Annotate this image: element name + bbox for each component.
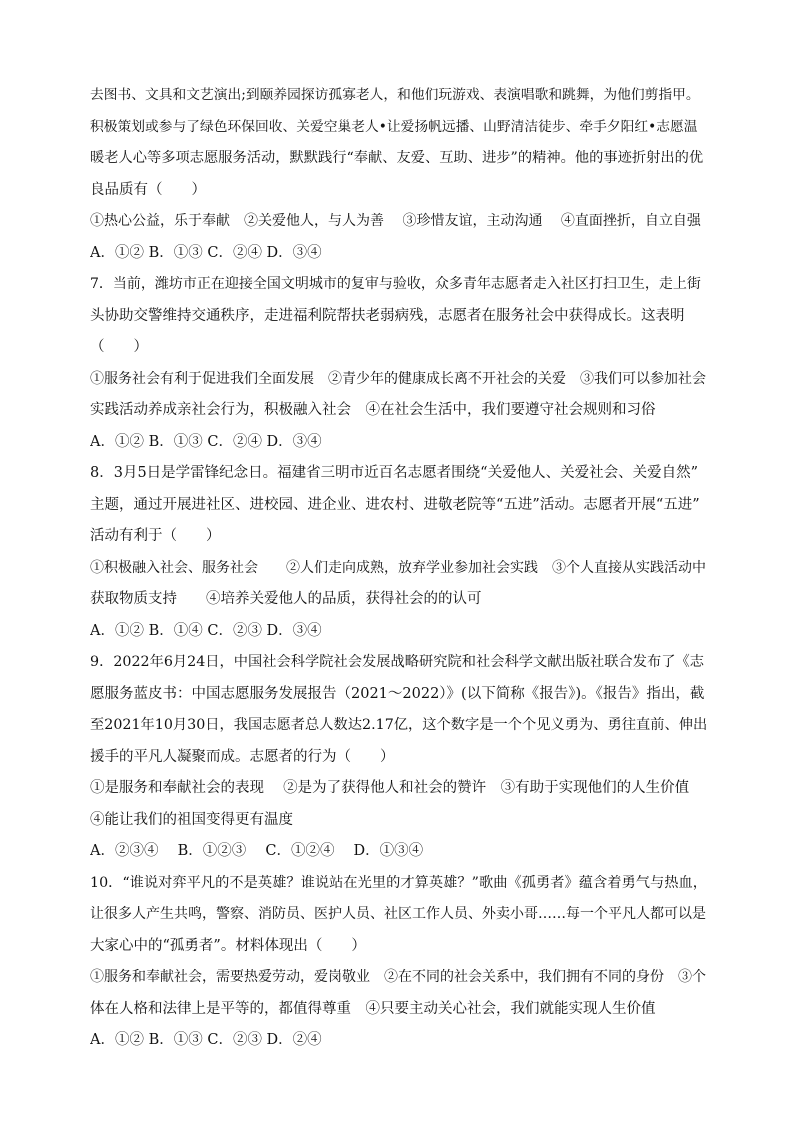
text-line: 积极策划或参与了绿色环保回收、关爱空巢老人•让爱扬帆远播、山野清洁徒步、牵手夕阳红•志愿温 [90, 118, 698, 135]
question-9-text: 愿服务蓝皮书：中国志愿服务发展报告（2021～2022）》(以下简称《报告》)。《报告》指出，截 [90, 685, 705, 702]
text-line: 暖老人心等多项志愿服务活动，默默践行“奉献、友爱、互助、进步”的精神。他的事迹折射出的优 [90, 150, 704, 166]
question-8-text: 8．3月5日是学雷锋纪念日。福建省三明市近百名志愿者围绕“关爱他人、关爱社会、关爱自然” [90, 465, 698, 481]
text-line: 去图书、文具和文艺演出;到颐养园探访孤寡老人，和他们玩游戏、表演唱歌和跳舞，为他们剪指甲。 [90, 87, 700, 103]
question-8-text: 主题，通过开展进社区、进校园、进企业、进农村、进敬老院等“五进”活动。志愿者开展“五进” [90, 496, 700, 513]
option-line: 获取物质支持 ④培养关爱他人的品质，获得社会的的认可 [90, 591, 482, 607]
question-10-text: 让很多人产生共鸣，警察、消防员、医护人员、社区工作人员、外卖小哥……每一个平凡人都可以是 [90, 906, 706, 922]
question-9-text: 9．2022年6月24日，中国社会科学院社会发展战略研究院和社会科学文献出版社联合发布了《志 [90, 654, 705, 670]
option-line: ①积极融入社会、服务社会 ②人们走向成熟，放弃学业参加社会实践 ③个人直接从实践活动中 [90, 559, 706, 576]
option-line: ①服务社会有利于促进我们全面发展 ②青少年的健康成长离不开社会的关爱 ③我们可以参加社会 [90, 370, 706, 387]
answer-choices: A．②③④ B．①②③ C．①②④ D．①③④ [90, 843, 424, 859]
answer-choices: A．①② B．①③ C．②④ D．③④ [90, 244, 322, 261]
question-10-text: 大家心中的“孤勇者”。材料体现出（ ） [90, 937, 366, 954]
question-7-text: 7．当前，潍坊市正在迎接全国文明城市的复审与验收，众多青年志愿者走入社区打扫卫生，走上街 [90, 276, 701, 292]
question-9-text: 援手的平凡人凝聚而成。志愿者的行为（ ） [90, 748, 395, 765]
answer-choices: A．①② B．①④ C．②③ D．③④ [90, 622, 322, 639]
question-7-text: （ ） [90, 339, 148, 355]
option-line: ①热心公益，乐于奉献 ②关爱他人，与人为善 ③珍惜友谊，主动沟通 ④直面挫折，自立自强 [90, 213, 701, 229]
question-7-text: 头协助交警维持交通秩序，走进福利院帮扶老弱病残，志愿者在服务社会中获得成长。这表明 [90, 307, 685, 324]
question-10-text: 10．“谁说对弈平凡的不是英雄？谁说站在光里的才算英雄？”歌曲《孤勇者》蕴含着勇气与热血， [90, 874, 707, 891]
option-line: 实践活动养成亲社会行为，积极融入社会 ④在社会生活中，我们要遵守社会规则和习俗 [90, 402, 656, 418]
answer-choices: A．①② B．①③ C．②④ D．③④ [90, 433, 322, 450]
question-8-text: 活动有利于（ ） [90, 528, 221, 544]
option-line: ①服务和奉献社会，需要热爱劳动，爱岗敬业 ②在不同的社会关系中，我们拥有不同的身份 ③个 [90, 969, 706, 985]
option-line: ④能让我们的祖国变得更有温度 [90, 811, 293, 828]
answer-choices: A．①② B．①③ C．②③ D．②④ [90, 1032, 322, 1048]
option-line: 体在人格和法律上是平等的，都值得尊重 ④只要主动关心社会，我们就能实现人生价值 [90, 1000, 656, 1017]
option-line: ①是服务和奉献社会的表现 ②是为了获得他人和社会的赞许 ③有助于实现他们的人生价值 [90, 780, 690, 796]
text-line: 良品质有（ ） [90, 181, 206, 198]
question-9-text: 至2021年10月30日，我国志愿者总人数达2.17亿，这个数字是一个个见义勇为、勇往直前、伸出 [90, 717, 708, 733]
exam-page [90, 80, 708, 1057]
